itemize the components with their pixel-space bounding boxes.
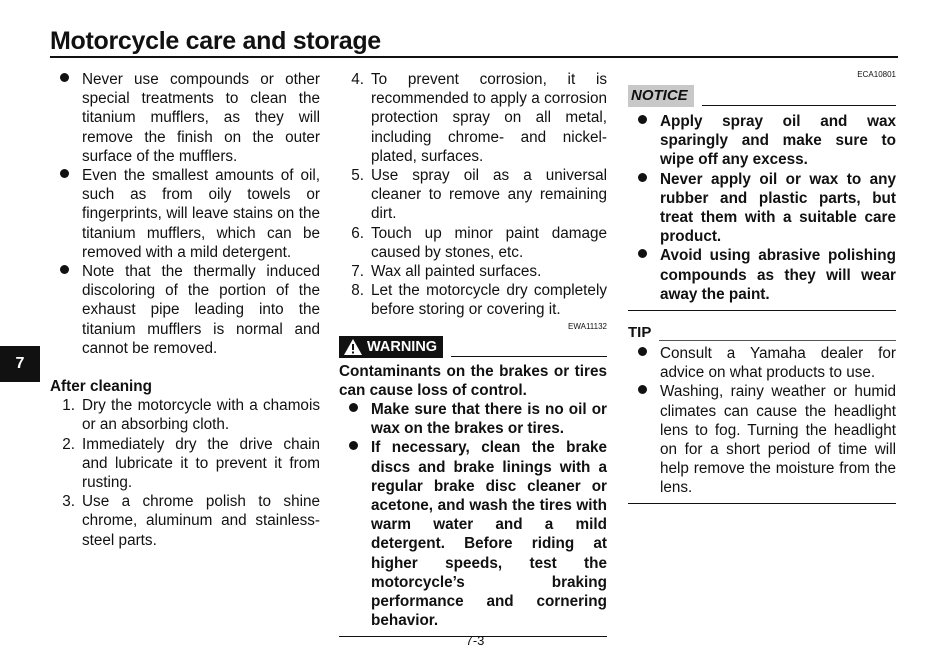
notice-bullet-text: Apply spray oil and wax sparingly and make sure to wipe off any excess. bbox=[660, 113, 896, 169]
warning-intro: Contaminants on the brakes or tires can cause loss of control. bbox=[339, 362, 607, 399]
warning-triangle-icon bbox=[343, 338, 363, 356]
step-item bbox=[339, 281, 607, 319]
warning-bullet-text: Make sure that there is no oil or wax on the brakes or tires. bbox=[371, 401, 607, 438]
title-rule bbox=[50, 56, 898, 58]
warning-header-rule bbox=[451, 356, 607, 357]
step-item bbox=[50, 435, 320, 493]
list-item-text: Note that the thermally induced discoloring of the portion of the exhaust pipe leading into the titanium mufflers is normal and cannot be removed. bbox=[82, 263, 320, 357]
tip-bullet-text: Washing, rainy weather or humid climates can cause the headlight lens to fog. Turning the headlight on for a short period of time will help remove the moisture from the lens. bbox=[660, 383, 896, 497]
tip-label: TIP bbox=[628, 324, 652, 342]
step-text: Touch up minor paint damage caused by stones, etc. bbox=[371, 224, 607, 261]
column-3 bbox=[628, 70, 896, 504]
tip-bullet bbox=[628, 344, 896, 382]
bullet-dot-icon bbox=[628, 246, 660, 304]
bullet-dot-icon bbox=[628, 382, 660, 497]
column-2 bbox=[339, 70, 607, 637]
step-item bbox=[50, 492, 320, 550]
list-item bbox=[50, 70, 320, 166]
bullet-dot-icon bbox=[50, 70, 82, 166]
step-number: 5. bbox=[351, 167, 364, 185]
column-1 bbox=[50, 70, 320, 550]
page-number: 7-3 bbox=[465, 633, 485, 648]
tip-header-rule bbox=[659, 340, 896, 341]
bullet-dot-icon bbox=[628, 344, 660, 382]
warning-header bbox=[339, 336, 607, 358]
step-text: Immediately dry the drive chain and lubricate it to prevent it from rusting. bbox=[82, 435, 320, 492]
step-text: Dry the motorcycle with a chamois or an absorbing cloth. bbox=[82, 397, 320, 434]
tip-bullet-text: Consult a Yamaha dealer for advice on what products to use. bbox=[660, 345, 896, 382]
step-text: Wax all painted surfaces. bbox=[371, 263, 542, 281]
bullet-dot-icon bbox=[50, 166, 82, 262]
bullet-dot-icon bbox=[50, 262, 82, 358]
step-text: To prevent corrosion, it is recommended to apply a corrosion protection spray on all metal, including chrome- and nickel-plated, surfaces. bbox=[371, 71, 607, 165]
step-text: Use spray oil as a universal cleaner to remove any remaining dirt. bbox=[371, 167, 607, 223]
notice-bullet bbox=[628, 246, 896, 304]
step-item bbox=[339, 166, 607, 224]
notice-header bbox=[628, 85, 896, 107]
list-item-text: Never use compounds or other special treatments to clean the titanium mufflers, as they will remove the finish on the outer surface of the mufflers. bbox=[82, 71, 320, 165]
tip-header bbox=[628, 323, 896, 342]
bullet-dot-icon bbox=[628, 112, 660, 170]
list-item-text: Even the smallest amounts of oil, such as from oily towels or fingerprints, will leave stains on the titanium mufflers, which can be removed with a mild detergent. bbox=[82, 167, 320, 261]
chapter-tab: 7 bbox=[0, 346, 40, 382]
step-number: 4. bbox=[351, 71, 364, 88]
step-item bbox=[339, 262, 607, 281]
warning-code: EWA11132 bbox=[568, 321, 607, 331]
step-number: 3. bbox=[62, 493, 75, 511]
notice-bullet-text: Avoid using abrasive polishing compounds as they will wear away the paint. bbox=[660, 247, 896, 303]
step-number: 1. bbox=[62, 397, 75, 415]
list-item bbox=[50, 262, 320, 358]
warning-bullet bbox=[339, 400, 607, 438]
notice-bullet bbox=[628, 170, 896, 247]
list-item bbox=[50, 166, 320, 262]
tip-bullet bbox=[628, 382, 896, 497]
warning-label bbox=[339, 336, 443, 358]
notice-header-rule bbox=[702, 105, 896, 106]
step-number: 6. bbox=[351, 224, 364, 242]
notice-end-rule bbox=[628, 310, 896, 311]
bullet-dot-icon bbox=[339, 400, 371, 438]
warning-label-text: WARNING bbox=[367, 338, 438, 355]
notice-label: NOTICE bbox=[628, 85, 694, 107]
warning-bullet bbox=[339, 438, 607, 630]
notice-bullet-text: Never apply oil or wax to any rubber and plastic parts, but treat them with a suitable care product. bbox=[660, 170, 896, 246]
step-item bbox=[339, 70, 607, 166]
step-item bbox=[339, 224, 607, 262]
page-title: Motorcycle care and storage bbox=[50, 27, 381, 55]
step-number: 2. bbox=[62, 435, 75, 453]
warning-bullet-text: If necessary, clean the brake discs and brake linings with a regular brake disc cleaner or acetone, and wash the tires with warm water and a mild detergent. Before riding at higher speeds, test the motorcycle’s braking performance and cornering behavior. bbox=[371, 439, 607, 630]
step-text: Let the motorcycle dry completely before storing or covering it. bbox=[371, 282, 607, 319]
step-number: 7. bbox=[351, 263, 364, 281]
notice-code: ECA10801 bbox=[857, 70, 896, 79]
bullet-dot-icon bbox=[339, 438, 371, 630]
tip-end-rule bbox=[628, 503, 896, 504]
step-text: Use a chrome polish to shine chrome, aluminum and stainless-steel parts. bbox=[82, 493, 320, 549]
notice-bullet bbox=[628, 112, 896, 170]
step-item bbox=[50, 396, 320, 434]
step-number: 8. bbox=[351, 282, 364, 300]
bullet-dot-icon bbox=[628, 170, 660, 247]
after-cleaning-heading: After cleaning bbox=[50, 378, 152, 396]
